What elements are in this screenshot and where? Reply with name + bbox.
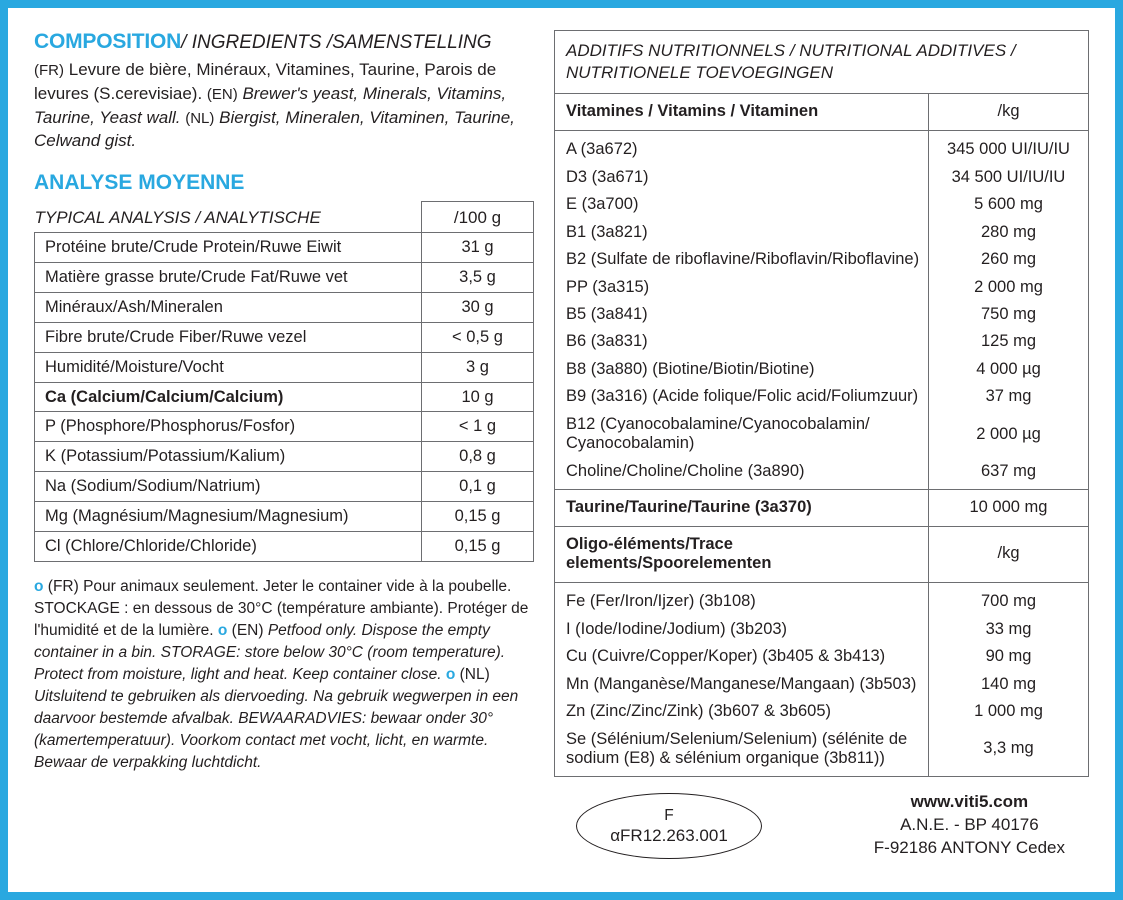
vitamin-value: 125 mg [929, 328, 1089, 355]
analysis-row-name: Cl (Chlore/Chloride/Chloride) [35, 532, 422, 562]
table-row [555, 588, 1089, 615]
typical-analysis-table [34, 201, 534, 563]
vitamin-value: 345 000 UI/IU/IU [929, 136, 1089, 163]
approval-stamp-country: F [664, 806, 674, 824]
vitamin-value: 34 500 UI/IU/IU [929, 164, 1089, 191]
analysis-row-value: 0,8 g [422, 442, 534, 472]
table-row [35, 532, 534, 562]
vitamins-header: Vitamines / Vitamins / Vitaminen [555, 94, 929, 130]
vitamin-value: 637 mg [929, 458, 1089, 490]
storage-text-fr: Pour animaux seulement. Jeter le container vide à la poubelle. STOCKAGE : en dessous de 30°C (température ambiante). Protéger de l'humidité et de la lumière. [34, 578, 529, 640]
analysis-row-value: 31 g [422, 232, 534, 262]
table-row [35, 292, 534, 322]
trace-value: 1 000 mg [929, 698, 1089, 725]
storage-lang-en: (EN) [231, 622, 264, 640]
analysis-row-name: Minéraux/Ash/Mineralen [35, 292, 422, 322]
trace-name: Mn (Manganèse/Manganese/Mangaan) (3b503) [566, 674, 917, 693]
composition-text [34, 58, 534, 153]
table-row [555, 301, 1089, 328]
table-row [555, 643, 1089, 670]
vitamin-name: B5 (3a841) [566, 304, 648, 323]
additives-title-line1: ADDITIFS NUTRITIONNELS / NUTRITIONAL ADDITIVES / [566, 41, 1016, 60]
storage-lang-nl: (NL) [459, 666, 490, 684]
trace-name: Cu (Cuivre/Copper/Koper) (3b405 & 3b413) [566, 647, 886, 666]
table-row [35, 232, 534, 262]
analysis-row-name: Humidité/Moisture/Vocht [35, 352, 422, 382]
company-address [874, 791, 1083, 860]
trace-elements-header-row [555, 526, 1089, 582]
table-row [555, 328, 1089, 355]
composition-heading-fr: COMPOSITION [34, 30, 182, 53]
vitamin-name: PP (3a315) [566, 277, 650, 296]
table-row [555, 616, 1089, 643]
vitamin-name: Choline/Choline/Choline (3a890) [566, 461, 805, 480]
trace-value: 700 mg [929, 588, 1089, 615]
table-row [555, 383, 1089, 410]
vitamin-name: D3 (3a671) [566, 167, 649, 186]
trace-elements-unit: /kg [929, 526, 1089, 582]
analysis-row-name: Matière grasse brute/Crude Fat/Ruwe vet [35, 262, 422, 292]
trace-value: 140 mg [929, 671, 1089, 698]
analysis-row-value: 3,5 g [422, 262, 534, 292]
trace-name: Fe (Fer/Iron/Ijzer) (3b108) [566, 592, 756, 611]
table-row [555, 219, 1089, 246]
analysis-header-row [35, 201, 534, 232]
taurine-label: Taurine/Taurine/Taurine (3a370) [555, 490, 929, 526]
table-row [555, 136, 1089, 163]
right-column [554, 30, 1089, 882]
analysis-row-name: Fibre brute/Crude Fiber/Ruwe vezel [35, 322, 422, 352]
bullet-icon: o [217, 622, 228, 640]
composition-text-fr: Levure de bière, Minéraux, Vitamines, Taurine, Parois de levures (S.cerevisiae). [34, 60, 497, 103]
vitamin-value: 5 600 mg [929, 191, 1089, 218]
composition-lang-fr: (FR) [34, 62, 64, 80]
vitamins-header-row [555, 94, 1089, 130]
trace-value: 90 mg [929, 643, 1089, 670]
table-row [35, 322, 534, 352]
analysis-row-value: 0,1 g [422, 472, 534, 502]
table-row [35, 262, 534, 292]
trace-value: 3,3 mg [929, 726, 1089, 777]
composition-lang-nl: (NL) [185, 109, 215, 127]
table-row [555, 671, 1089, 698]
vitamin-name: E (3a700) [566, 195, 639, 214]
storage-text-en: Petfood only. Dispose the empty container in a bin. STORAGE: store below 30°C (room temperature). Protect from moisture, light and heat. Keep container close. [34, 622, 506, 684]
analysis-row-value: < 0,5 g [422, 322, 534, 352]
additives-title-row [555, 31, 1089, 94]
table-row [35, 382, 534, 412]
analysis-row-name: K (Potassium/Potassium/Kalium) [35, 442, 422, 472]
vitamin-value: 37 mg [929, 383, 1089, 410]
bullet-icon: o [34, 578, 44, 596]
table-row [35, 472, 534, 502]
vitamin-value: 280 mg [929, 219, 1089, 246]
approval-stamp-code: αFR12.263.001 [610, 825, 728, 845]
table-row [555, 274, 1089, 301]
analysis-row-name: Ca (Calcium/Calcium/Calcium) [35, 382, 422, 412]
vitamin-name: A (3a672) [566, 140, 638, 159]
vitamin-name: B12 (Cyanocobalamine/Cyanocobalamin/ Cyanocobalamin) [566, 414, 870, 453]
table-row [35, 442, 534, 472]
table-row [555, 458, 1089, 490]
approval-stamp [576, 793, 762, 859]
table-row [555, 726, 1089, 777]
table-row [555, 698, 1089, 725]
vitamin-value: 2 000 µg [929, 411, 1089, 458]
trace-name: Zn (Zinc/Zinc/Zink) (3b607 & 3b605) [566, 702, 832, 721]
analysis-row-value: 10 g [422, 382, 534, 412]
table-row [555, 191, 1089, 218]
storage-lang-fr: (FR) [47, 578, 79, 596]
taurine-row [555, 490, 1089, 526]
composition-text-nl: Biergist, Mineralen, Vitaminen, Taurine, Celwand gist. [34, 107, 515, 151]
left-column [34, 30, 534, 882]
vitamin-name: B8 (3a880) (Biotine/Biotin/Biotine) [566, 359, 815, 378]
bullet-icon: o [445, 666, 456, 684]
table-row [555, 356, 1089, 383]
analysis-row-name: P (Phosphore/Phosphorus/Fosfor) [35, 412, 422, 442]
vitamin-value: 750 mg [929, 301, 1089, 328]
table-row [35, 412, 534, 442]
footer [554, 791, 1089, 860]
analysis-row-value: < 1 g [422, 412, 534, 442]
analysis-unit-header: /100 g [422, 201, 534, 232]
additives-title-line2: NUTRITIONELE TOEVOEGINGEN [566, 63, 834, 83]
table-row [35, 502, 534, 532]
trace-name: I (Iode/Iodine/Jodium) (3b203) [566, 619, 788, 638]
storage-note [34, 576, 534, 774]
analysis-row-name: Na (Sodium/Sodium/Natrium) [35, 472, 422, 502]
table-row [35, 352, 534, 382]
analysis-row-name: Mg (Magnésium/Magnesium/Magnesium) [35, 502, 422, 532]
trace-value: 33 mg [929, 616, 1089, 643]
additives-title [555, 31, 1089, 94]
vitamin-name: B9 (3a316) (Acide folique/Folic acid/Foliumzuur) [566, 387, 919, 406]
table-row [555, 164, 1089, 191]
taurine-value: 10 000 mg [929, 490, 1089, 526]
vitamins-unit: /kg [929, 94, 1089, 130]
analysis-row-value: 0,15 g [422, 532, 534, 562]
vitamin-name: B1 (3a821) [566, 222, 648, 241]
vitamin-name: B6 (3a831) [566, 332, 648, 351]
composition-heading [34, 30, 534, 54]
composition-heading-translations: / INGREDIENTS /SAMENSTELLING [181, 32, 492, 53]
address-line-2: F-92186 ANTONY Cedex [873, 838, 1065, 858]
vitamin-value: 4 000 µg [929, 356, 1089, 383]
table-row [555, 411, 1089, 458]
trace-elements-header: Oligo-éléments/Trace elements/Spoorelementen [555, 526, 929, 582]
vitamin-value: 260 mg [929, 246, 1089, 273]
address-line-1: A.N.E. - BP 40176 [900, 815, 1039, 835]
storage-text-nl: Uitsluitend te gebruiken als diervoeding. Na gebruik wegwerpen in een daarvoor bestemde afvalbak. BEWAARADVIES: bewaar onder 30° (kamertemperatuur). Voorkom contact met vocht, licht, en warmte. Bewaar de verpakking luchtdicht. [34, 688, 519, 772]
analysis-row-value: 3 g [422, 352, 534, 382]
label-content [8, 8, 1115, 892]
composition-lang-en: (EN) [206, 85, 238, 103]
website-link[interactable]: www.viti5.com [910, 792, 1029, 812]
vitamin-name: B2 (Sulfate de riboflavine/Riboflavin/Riboflavine) [566, 250, 920, 269]
analysis-heading: ANALYSE MOYENNE [34, 170, 245, 194]
table-row [555, 246, 1089, 273]
trace-name: Se (Sélénium/Selenium/Selenium) (sélénite de sodium (E8) & sélénium organique (3b811)) [566, 729, 908, 767]
analysis-subheading: TYPICAL ANALYSIS / ANALYTISCHE [34, 207, 321, 227]
nutritional-additives-table [554, 30, 1089, 777]
analysis-row-value: 30 g [422, 292, 534, 322]
analysis-row-value: 0,15 g [422, 502, 534, 532]
vitamin-value: 2 000 mg [929, 274, 1089, 301]
composition-text-en: Brewer's yeast, Minerals, Vitamins, Taurine, Yeast wall. [34, 83, 507, 127]
analysis-row-name: Protéine brute/Crude Protein/Ruwe Eiwit [35, 232, 422, 262]
